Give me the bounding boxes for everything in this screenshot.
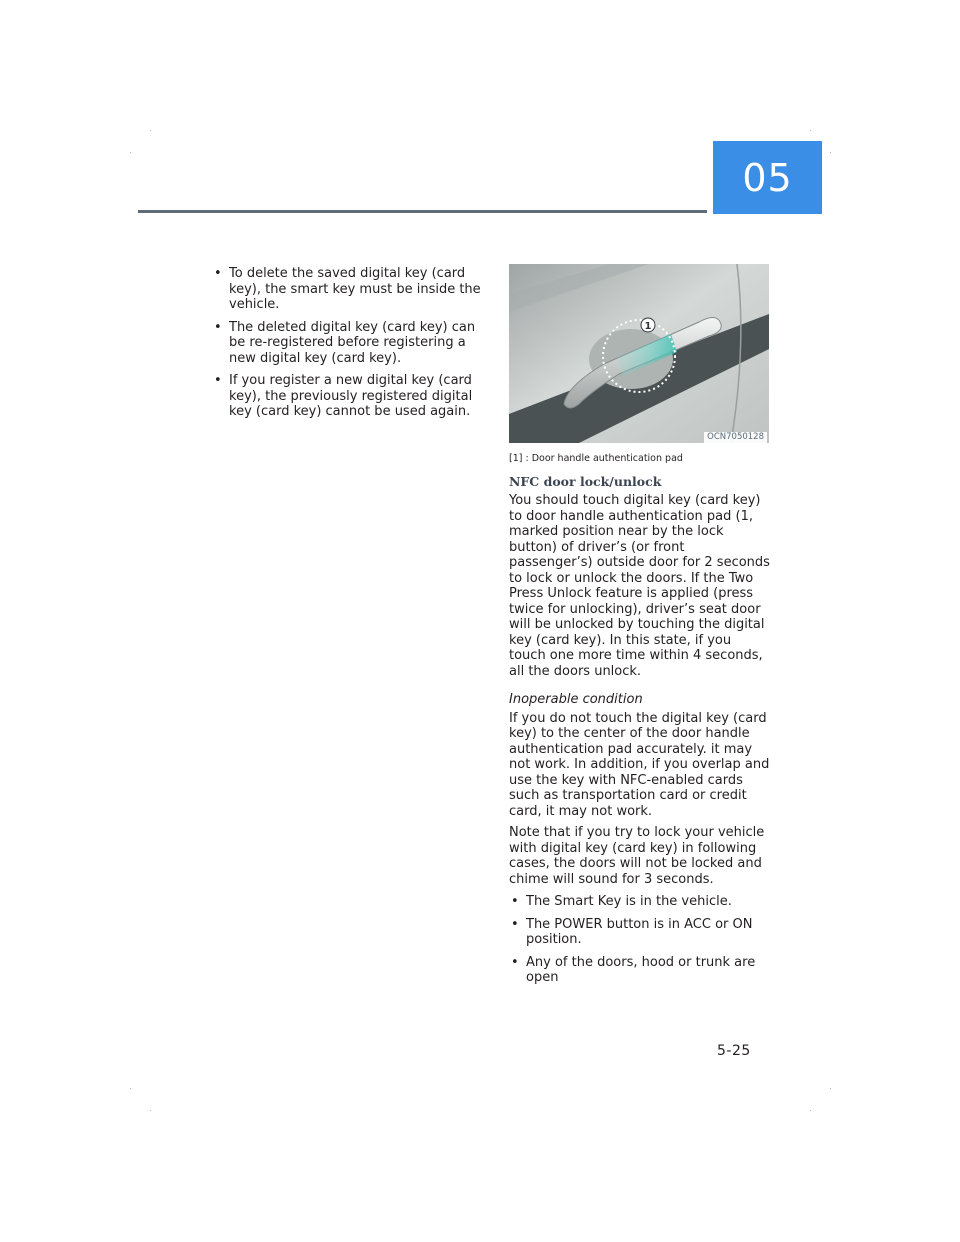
figure-caption: [1] : Door handle authentication pad — [509, 453, 683, 464]
crop-mark — [810, 1110, 811, 1111]
subheading-inoperable: Inoperable condition — [509, 692, 643, 707]
header-rule — [138, 210, 707, 213]
crop-mark — [150, 130, 151, 131]
right-column — [509, 264, 771, 993]
left-bullet-list — [212, 266, 492, 420]
crop-mark — [130, 152, 131, 153]
section-heading: NFC door lock/unlock — [509, 474, 662, 489]
list-item: • The POWER button is in ACC or ON position. — [509, 917, 771, 948]
crop-mark — [830, 1088, 831, 1089]
chapter-number: 05 — [742, 155, 793, 200]
crop-mark — [130, 1088, 131, 1089]
list-item: • The Smart Key is in the vehicle. — [509, 894, 771, 910]
door-handle-figure — [509, 264, 769, 443]
list-item: • To delete the saved digital key (card key), the smart key must be inside the vehicle. — [212, 266, 492, 313]
list-item: • If you register a new digital key (card key), the previously registered digital key (card key) cannot be used again. — [212, 373, 492, 420]
body-paragraph: You should touch digital key (card key) to door handle authentication pad (1, marked position near by the lock button) of driver’s (or front passenger’s) outside door for 2 seconds to lock or unlock the doors. If the Two Press Unlock feature is applied (press twice for unlocking), driver’s seat door will be unlocked by touching the digital key (card key). In this state, if you touch one more time within 4 seconds, all the doors unlock. — [509, 493, 770, 679]
crop-mark — [810, 130, 811, 131]
door-handle-illustration — [509, 264, 769, 443]
figure-callout: 1 — [644, 321, 652, 332]
crop-mark — [150, 1110, 151, 1111]
body-paragraph: Note that if you try to lock your vehicle with digital key (card key) in following cases, the doors will not be locked and chime will sound for 3 seconds. — [509, 825, 765, 887]
list-item: • The deleted digital key (card key) can be re-registered before registering a new digital key (card key). — [212, 320, 492, 367]
conditions-bullet-list — [509, 894, 771, 986]
chapter-tab — [713, 141, 822, 214]
crop-mark — [830, 152, 831, 153]
list-item: • Any of the doors, hood or trunk are open — [509, 955, 771, 986]
page-number: 5-25 — [717, 1043, 751, 1059]
body-paragraph: If you do not touch the digital key (card key) to the center of the door handle authentication pad accurately. it may not work. In addition, if you overlap and use the key with NFC-enabled cards such as transportation card or credit card, it may not work. — [509, 710, 770, 819]
figure-code: OCN7050128 — [704, 432, 767, 443]
left-column — [212, 266, 492, 427]
